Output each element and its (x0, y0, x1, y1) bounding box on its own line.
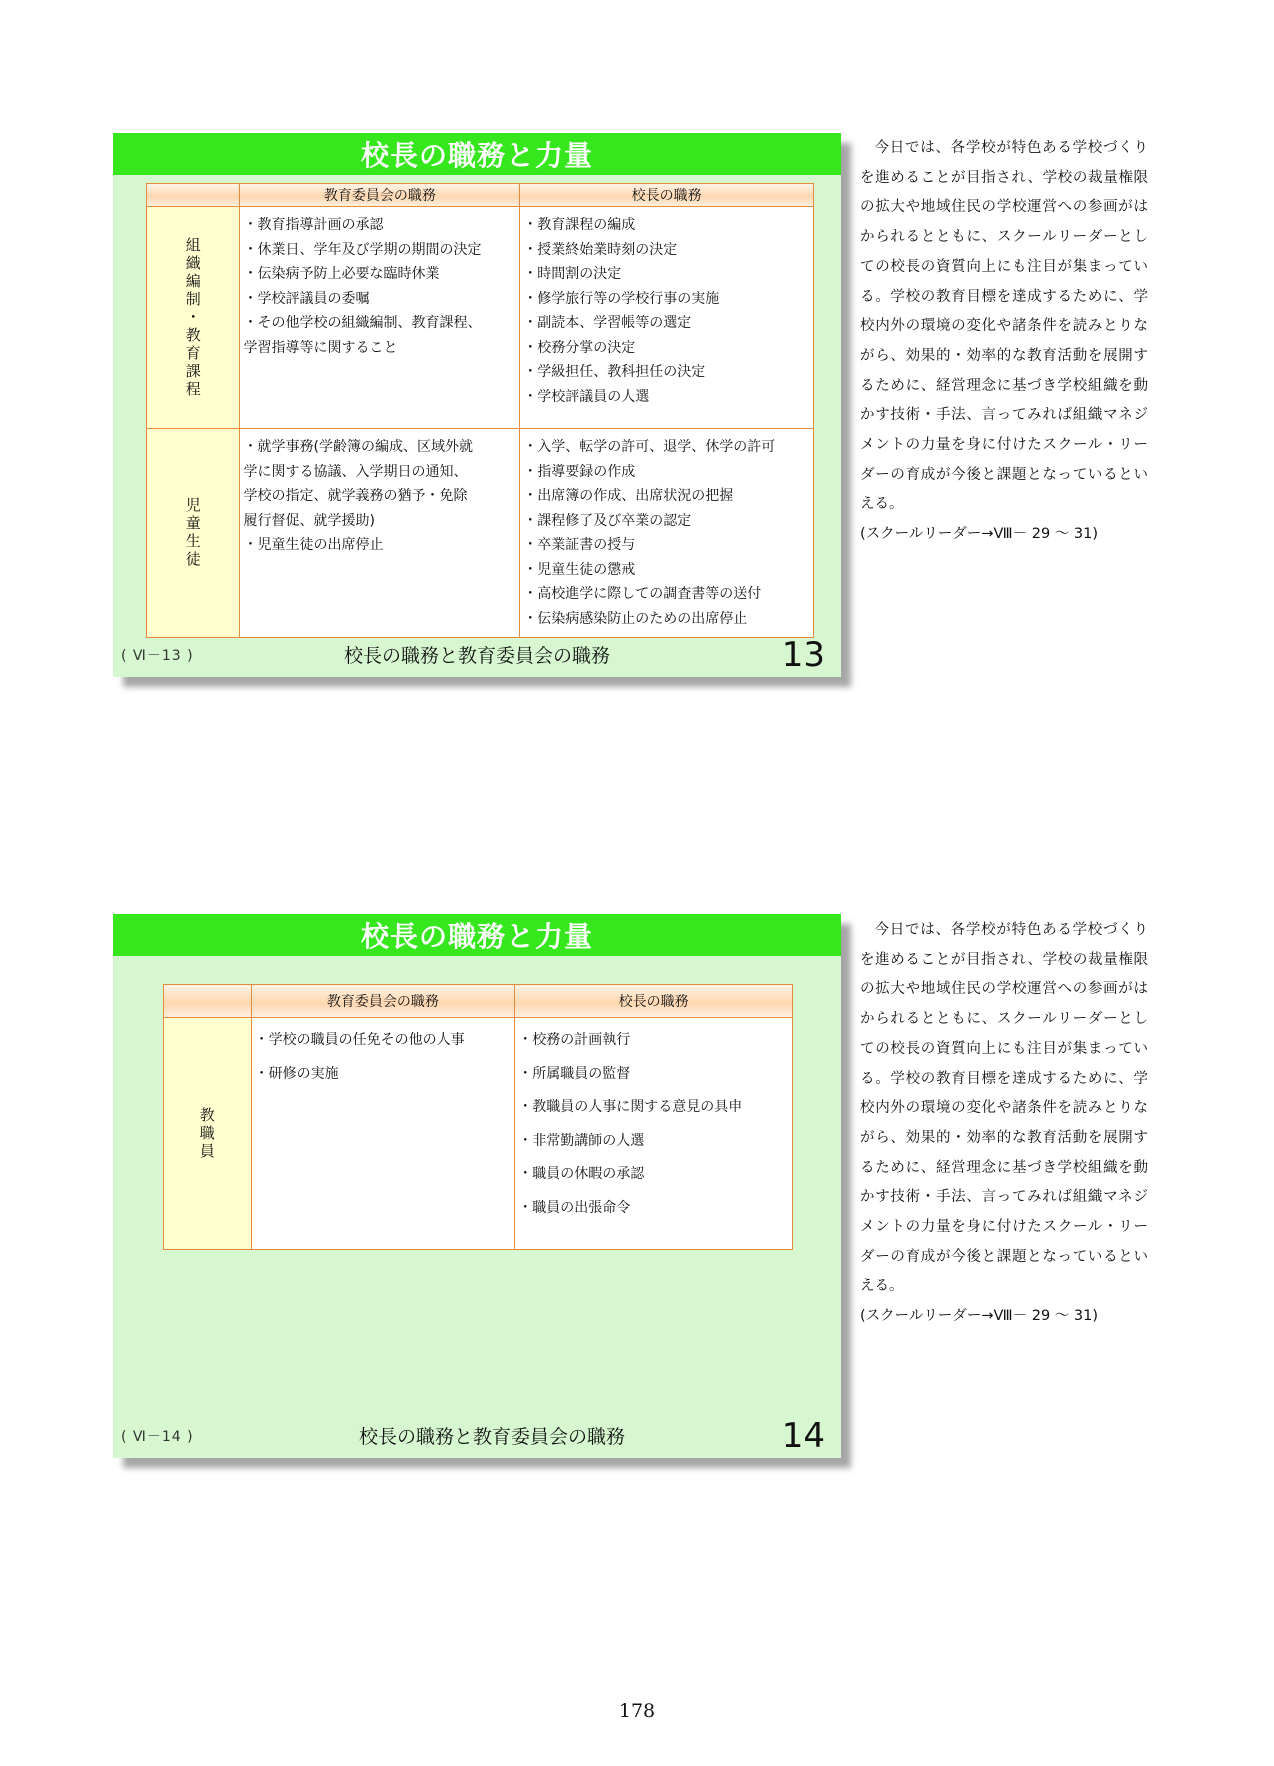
list-item: ・就学事務(学齢簿の編成、区域外就 (243, 439, 473, 455)
list-item: ・その他学校の組織編制、教育課程、 (243, 315, 482, 331)
list-item: ・時間割の決定 (523, 266, 622, 282)
board-duties-cell (240, 429, 520, 638)
slide-title: 校長の職務と力量 (113, 133, 841, 175)
table-corner-cell (164, 985, 252, 1018)
slide-footer (113, 1418, 841, 1458)
list-item: ・学級担任、教科担任の決定 (523, 364, 706, 380)
list-item: ・教育指導計画の承認 (243, 217, 384, 233)
commentary-reference: (スクールリーダー→Ⅷ－ 29 ～ 31) (860, 526, 1098, 543)
slide-subtitle: 校長の職務と教育委員会の職務 (358, 1426, 625, 1448)
list-item: 履行督促、就学援助) (243, 512, 375, 529)
list-item: ・入学、転学の許可、退学、休学の許可 (523, 439, 776, 455)
principal-duties-cell (515, 1018, 793, 1250)
list-item: ・学校評議員の人選 (523, 388, 650, 405)
slide-code: ( Ⅵ－13 ) (121, 648, 194, 664)
list-item: ・非常勤講師の人選 (518, 1132, 645, 1149)
list-item: ・卒業証書の授与 (523, 537, 636, 553)
slide-title: 校長の職務と力量 (113, 914, 841, 956)
duties-table (163, 984, 793, 1250)
table-row (164, 1018, 793, 1250)
slide-subtitle: 校長の職務と教育委員会の職務 (343, 645, 610, 667)
header-principal-duties: 校長の職務 (520, 184, 814, 207)
header-board-duties: 教育委員会の職務 (251, 985, 515, 1018)
list-item: ・出席簿の作成、出席状況の把握 (523, 488, 734, 504)
list-item: ・伝染病感染防止のための出席停止 (523, 610, 748, 627)
table-header-row (164, 985, 793, 1018)
row-label: 教職員 (164, 1018, 252, 1250)
header-board-duties: 教育委員会の職務 (240, 184, 520, 207)
row-label: 児童生徒 (147, 429, 240, 638)
list-item: ・授業終始業時刻の決定 (523, 241, 678, 258)
list-item: ・研修の実施 (254, 1065, 339, 1082)
list-item: ・学校の職員の任免その他の人事 (254, 1032, 465, 1048)
list-item: ・児童生徒の出席停止 (243, 537, 384, 553)
slide-number: 14 (781, 1416, 825, 1456)
slide-14 (113, 914, 841, 1458)
header-principal-duties: 校長の職務 (515, 985, 793, 1018)
list-item: ・教職員の人事に関する意見の具申 (518, 1099, 743, 1115)
board-duties-cell (240, 207, 520, 429)
principal-duties-cell (520, 429, 814, 638)
list-item: 学校の指定、就学義務の猶予・免除 (243, 488, 468, 504)
slide-13 (113, 133, 841, 677)
page-number: 178 (618, 1700, 656, 1722)
list-item: ・副読本、学習帳等の選定 (523, 315, 692, 331)
commentary-body: 今日では、各学校が特色ある学校づくりを進めることが目指され、学校の裁量権限の拡大や地域住民の学校運営への参画がはかられるとともに、スクールリーダーとしての校長の資質向上にも注目が集まっている。学校の教育目標を達成するために、学校内外の環境の変化や諸条件を読みとりながら、効果的・効率的な教育活動を展開するために、経営理念に基づき学校組織を動かす技術・手法、言ってみれば組織マネジメントの力量を身に付けたスクール・リーダーの育成が今後と課題となっているといえる。 (860, 140, 1148, 513)
commentary-note (860, 916, 1148, 1332)
list-item: ・高校進学に際しての調査書等の送付 (523, 586, 762, 602)
board-duties-cell (251, 1018, 515, 1250)
slide-code: ( Ⅵ－14 ) (121, 1429, 194, 1445)
list-item: ・学校評議員の委嘱 (243, 290, 370, 307)
list-item: ・指導要録の作成 (523, 463, 636, 480)
list-item: ・修学旅行等の学校行事の実施 (523, 290, 720, 307)
list-item: ・校務分掌の決定 (523, 339, 636, 356)
list-item: ・所属職員の監督 (518, 1065, 631, 1082)
duties-table (146, 183, 814, 638)
commentary-body: 今日では、各学校が特色ある学校づくりを進めることが目指され、学校の裁量権限の拡大や地域住民の学校運営への参画がはかられるとともに、スクールリーダーとしての校長の資質向上にも注目が集まっている。学校の教育目標を達成するために、学校内外の環境の変化や諸条件を読みとりながら、効果的・効率的な教育活動を展開するために、経営理念に基づき学校組織を動かす技術・手法、言ってみれば組織マネジメントの力量を身に付けたスクール・リーダーの育成が今後と課題となっているといえる。 (860, 922, 1148, 1295)
slide-number: 13 (781, 635, 825, 675)
list-item: ・休業日、学年及び学期の期間の決定 (243, 241, 482, 258)
row-label: 組織編制・教育課程 (147, 207, 240, 429)
table-row (147, 207, 814, 429)
commentary-reference: (スクールリーダー→Ⅷ－ 29 ～ 31) (860, 1308, 1098, 1325)
list-item: 学習指導等に関すること (243, 339, 398, 356)
commentary-note (860, 134, 1148, 550)
table-header-row (147, 184, 814, 207)
slide-footer (113, 637, 841, 677)
list-item: ・課程修了及び卒業の認定 (523, 512, 692, 529)
list-item: ・職員の出張命令 (518, 1199, 631, 1216)
list-item: ・校務の計画執行 (518, 1032, 631, 1048)
list-item: ・職員の休暇の承認 (518, 1166, 645, 1182)
list-item: ・伝染病予防上必要な臨時休業 (243, 266, 440, 282)
list-item: 学に関する協議、入学期日の通知、 (243, 463, 468, 480)
table-corner-cell (147, 184, 240, 207)
list-item: ・児童生徒の懲戒 (523, 561, 636, 578)
list-item: ・教育課程の編成 (523, 217, 636, 233)
principal-duties-cell (520, 207, 814, 429)
table-row (147, 429, 814, 638)
